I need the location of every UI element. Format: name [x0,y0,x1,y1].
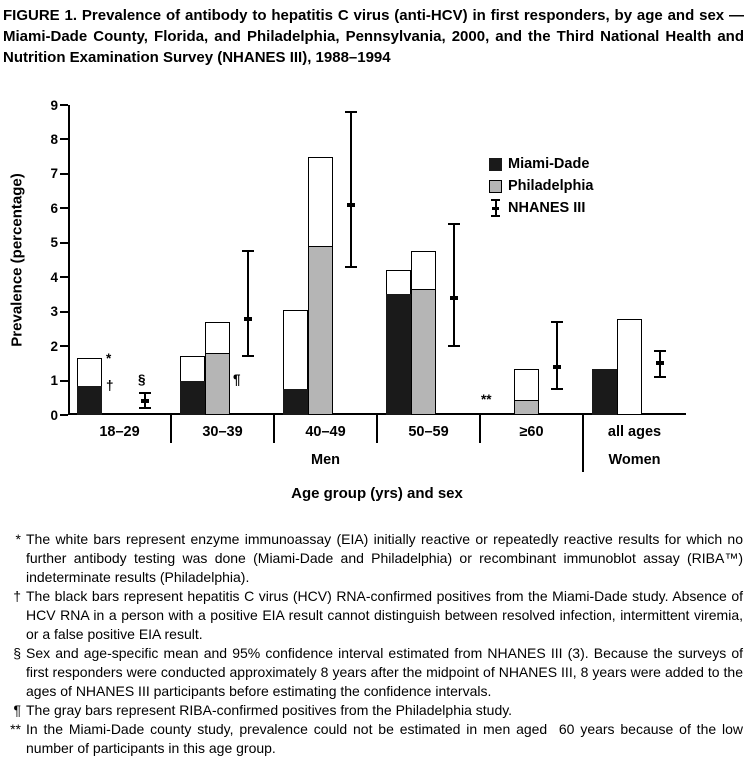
bar-confirmed-philadelphia [411,289,436,415]
nhanes-ci-line [350,112,352,267]
footnote [2,587,743,644]
group-separator [479,415,481,443]
x-axis-title: Age group (yrs) and sex [291,485,463,502]
nhanes-mean-marker [347,203,355,207]
footnote [2,530,743,587]
footnotes [0,530,747,758]
legend-item-philadelphia [489,175,593,197]
group-separator [273,415,275,443]
sex-label-men: Men [311,452,340,468]
group-separator [170,415,172,443]
y-tick-mark [60,138,68,140]
nhanes-ci-cap-top [551,321,563,323]
y-tick-label: 1 [50,373,58,389]
gray-square-swatch-icon [489,180,502,193]
nhanes-mean-marker [450,296,458,300]
nhanes-ci-cap-bottom [448,345,460,347]
group-separator [376,415,378,443]
y-tick-label: 9 [50,97,58,113]
nhanes-mean-marker [141,399,149,403]
bar-confirmed-miami-dade [592,369,617,416]
y-tick-mark [60,173,68,175]
chart-annotation: † [106,378,114,394]
nhanes-ci-cap-top [448,223,460,225]
footnote-text: The black bars represent hepatitis C virus (HCV) RNA-confirmed positives from the Miami-Dade study. Absence of HCV RNA in a person with a positive EIA result cannot distinguish between resolved infection, intermittent viremia, or a false positive EIA result. [26,588,743,642]
nhanes-ci-cap-bottom [242,355,254,357]
nhanes-mean-marker [656,361,664,365]
footnote [2,644,743,701]
nhanes-ci-cap-bottom [139,407,151,409]
errorbar-icon [489,199,502,217]
chart [0,75,747,507]
nhanes-ci-line [453,224,455,346]
y-tick-mark [60,207,68,209]
legend-item-miami-dade [489,153,593,175]
bar-confirmed-miami-dade [180,381,205,415]
bar-total-philadelphia [617,319,642,415]
age-group-label: all ages [607,424,662,440]
y-tick-label: 3 [50,304,58,320]
y-tick-mark [60,104,68,106]
nhanes-ci-cap-top [242,250,254,252]
y-tick-label: 2 [50,338,58,354]
black-square-swatch-icon [489,158,502,171]
age-group-label: 40–49 [305,424,346,440]
nhanes-mean-marker [553,365,561,369]
age-group-label: ≥60 [519,424,544,440]
nhanes-ci-cap-top [345,111,357,113]
footnote-symbol: § [13,645,21,661]
y-tick-label: 5 [50,235,58,251]
footnote-text: Sex and age-specific mean and 95% confidence interval estimated from NHANES III (3). Because the surveys of first responders were conducted approximately 8 years after the midpoint of NHANES III, 8 years were added to the ages of NHANES III participants before estimating the confidence intervals. [26,645,743,699]
y-tick-mark [60,380,68,382]
bar-confirmed-miami-dade [77,386,102,415]
footnote-symbol: * [15,531,21,547]
age-group-label: 50–59 [408,424,449,440]
legend-label: Philadelphia [508,178,594,194]
bar-confirmed-philadelphia [308,246,333,415]
footnote-symbol: ¶ [13,702,21,718]
y-axis-title: Prevalence (percentage) [8,173,26,347]
chart-annotation: ** [481,392,492,408]
footnote-text: The white bars represent enzyme immunoassay (EIA) initially reactive or repeatedly reactive results for which no further antibody testing was done (Miami-Dade and Philadelphia) or recombinant immunoblot assay (RIBA™) indeterminate results (Philadelphia). [26,531,743,585]
y-tick-mark [60,414,68,416]
y-tick-label: 0 [50,407,58,423]
footnote-text: In the Miami-Dade county study, prevalence could not be estimated in men aged 60 years because of the low number of participants in this age group. [26,721,743,756]
nhanes-ci-cap-bottom [551,388,563,390]
footnote [2,720,743,758]
footnote [2,701,743,720]
bar-confirmed-miami-dade [283,389,308,415]
footnote-text: The gray bars represent RIBA-confirmed positives from the Philadelphia study. [26,702,513,718]
bar-confirmed-miami-dade [386,294,411,415]
bar-confirmed-philadelphia [205,353,230,415]
sex-label-women: Women [608,452,661,468]
nhanes-ci-cap-bottom [654,376,666,378]
legend-item-nhanes-iii [489,197,593,219]
bar-confirmed-philadelphia [514,400,539,416]
age-group-label: 30–39 [202,424,243,440]
y-tick-label: 8 [50,131,58,147]
nhanes-ci-line [556,322,558,389]
nhanes-mean-marker [244,317,252,321]
y-tick-mark [60,311,68,313]
figure-title: FIGURE 1. Prevalence of antibody to hepatitis C virus (anti-HCV) in first responders, by age and sex — Miami-Dade County, Florida, and Philadelphia, Pennsylvania, 2000, and the Third National Health and Nutrition Examination Survey (NHANES III), 1988–1994 [3,7,744,66]
nhanes-ci-cap-bottom [345,266,357,268]
footnote-symbol: ** [10,721,21,737]
legend [489,153,593,219]
legend-label: NHANES III [508,200,586,216]
y-tick-label: 7 [50,166,58,182]
y-tick-mark [60,242,68,244]
y-tick-mark [60,276,68,278]
nhanes-ci-line [247,251,249,356]
legend-label: Miami-Dade [508,156,590,172]
chart-annotation: § [138,371,146,387]
chart-annotation: ¶ [233,371,241,387]
footnote-symbol: † [13,588,21,604]
age-group-label: 18–29 [99,424,140,440]
nhanes-ci-cap-top [654,350,666,352]
nhanes-ci-cap-top [139,392,151,394]
y-tick-mark [60,345,68,347]
y-tick-label: 4 [50,269,58,285]
chart-annotation: * [106,350,112,366]
y-tick-label: 6 [50,200,58,216]
